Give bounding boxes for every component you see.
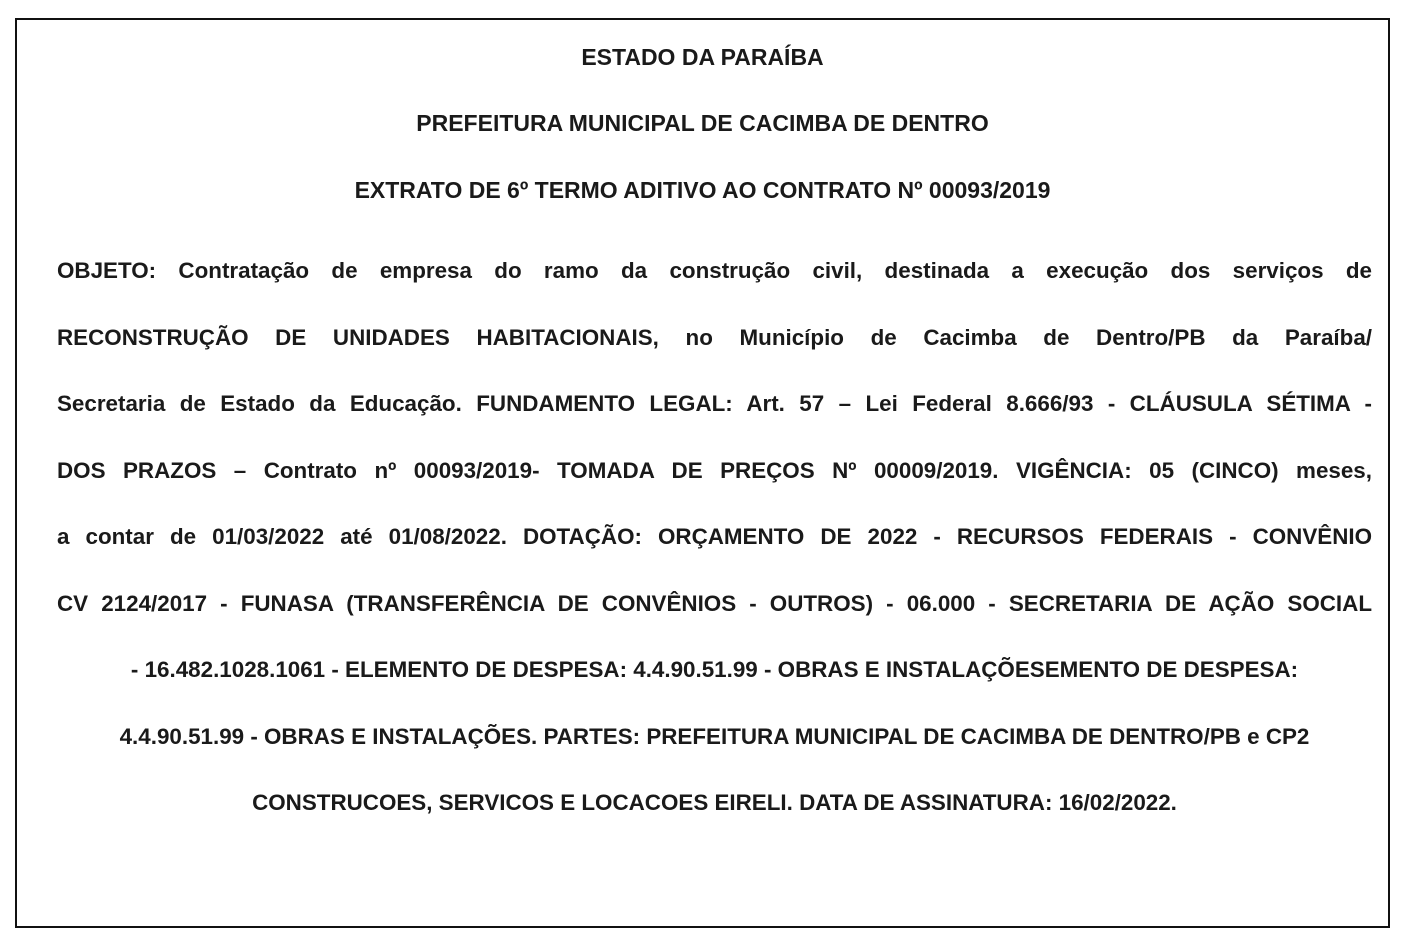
body-line: RECONSTRUÇÃO DE UNIDADES HABITACIONAIS, no Município de Cacimba de Dentro/PB da Paraíba/ <box>57 324 1372 350</box>
body-line: CV 2124/2017 - FUNASA (TRANSFERÊNCIA DE CONVÊNIOS - OUTROS) - 06.000 - SECRETARIA DE AÇÃO SOCIAL <box>57 590 1372 616</box>
document-title: EXTRATO DE 6º TERMO ADITIVO AO CONTRATO Nº 00093/2019 <box>354 177 1051 203</box>
body-line: 4.4.90.51.99 - OBRAS E INSTALAÇÕES. PARTES: PREFEITURA MUNICIPAL DE CACIMBA DE DENTRO/PB e CP2 <box>119 723 1310 749</box>
body-line: Secretaria de Estado da Educação. FUNDAMENTO LEGAL: Art. 57 – Lei Federal 8.666/93 - CLÁUSULA SÉTIMA - <box>57 391 1372 416</box>
body-line: a contar de 01/03/2022 até 01/08/2022. DOTAÇÃO: ORÇAMENTO DE 2022 - RECURSOS FEDERAIS - CONVÊNIO <box>57 524 1372 549</box>
document-frame <box>15 18 1390 928</box>
state-heading: ESTADO DA PARAÍBA <box>581 44 824 70</box>
municipality-heading: PREFEITURA MUNICIPAL DE CACIMBA DE DENTRO <box>416 110 989 136</box>
body-line: OBJETO: Contratação de empresa do ramo da construção civil, destinada a execução dos serviços de <box>57 258 1372 283</box>
body-line: DOS PRAZOS – Contrato nº 00093/2019- TOMADA DE PREÇOS Nº 00009/2019. VIGÊNCIA: 05 (CINCO) meses, <box>57 457 1372 483</box>
body-line: - 16.482.1028.1061 - ELEMENTO DE DESPESA: 4.4.90.51.99 - OBRAS E INSTALAÇÕESEMENTO DE DESPESA: <box>130 657 1299 682</box>
body-line: CONSTRUCOES, SERVICOS E LOCACOES EIRELI. DATA DE ASSINATURA: 16/02/2022. <box>252 790 1177 815</box>
extract-body <box>57 238 1372 837</box>
